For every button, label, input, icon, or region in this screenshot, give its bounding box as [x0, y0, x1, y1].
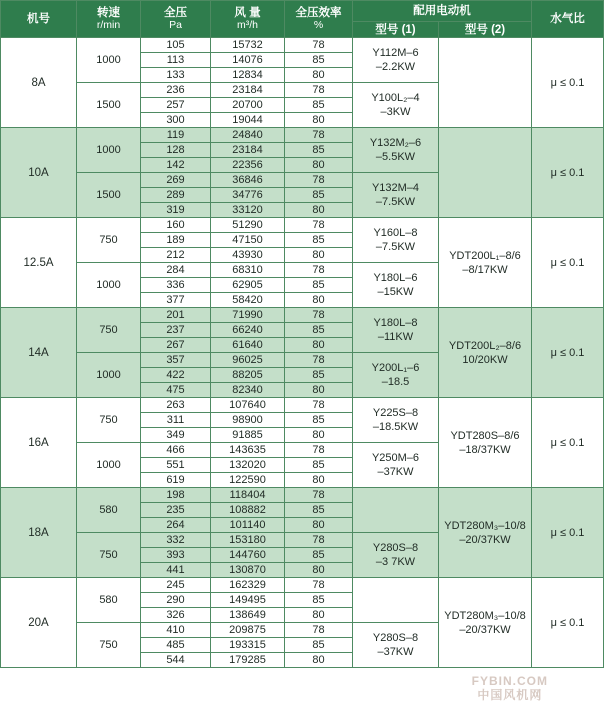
flow-cell: 47150 [211, 233, 285, 248]
pressure-cell: 113 [141, 53, 211, 68]
efficiency-cell: 85 [285, 413, 353, 428]
efficiency-cell: 85 [285, 503, 353, 518]
flow-cell: 15732 [211, 38, 285, 53]
motor-2-cell [439, 488, 532, 578]
motor-1-line: Y280S–8 [372, 632, 419, 644]
water-ratio-cell: μ ≤ 0.1 [532, 308, 604, 398]
pressure-cell: 290 [141, 593, 211, 608]
motor-2-line: –8/17KW [462, 263, 508, 276]
efficiency-cell: 85 [285, 98, 353, 113]
pressure-cell: 393 [141, 548, 211, 563]
flow-cell: 107640 [211, 398, 285, 413]
flow-cell: 12834 [211, 68, 285, 83]
pressure-cell: 311 [141, 413, 211, 428]
efficiency-cell: 78 [285, 533, 353, 548]
motor-1-line: –37KW [377, 646, 414, 658]
watermark-line-2: 中国风机网 [477, 688, 543, 702]
motor-1-line: Y132M–4 [371, 182, 420, 194]
pressure-cell: 142 [141, 158, 211, 173]
pressure-cell: 267 [141, 338, 211, 353]
motor-1-cell [353, 263, 439, 308]
motor-1-line: –7.5KW [375, 196, 416, 208]
motor-2-line: YDT200L₂–8/6 [448, 339, 522, 352]
efficiency-cell: 80 [285, 563, 353, 578]
efficiency-cell: 80 [285, 113, 353, 128]
fan-model-cell: 8A [1, 38, 77, 128]
flow-cell: 153180 [211, 533, 285, 548]
water-ratio-cell: μ ≤ 0.1 [532, 398, 604, 488]
motor-2-cell [439, 38, 532, 128]
pressure-cell: 475 [141, 383, 211, 398]
motor-1-cell [353, 578, 439, 623]
motor-1-line: Y250M–6 [371, 452, 420, 464]
pressure-cell: 336 [141, 278, 211, 293]
efficiency-cell: 85 [285, 548, 353, 563]
efficiency-cell: 85 [285, 233, 353, 248]
header-motor: 配用电动机 [353, 1, 532, 22]
table-row [1, 398, 604, 413]
flow-cell: 19044 [211, 113, 285, 128]
pressure-cell: 198 [141, 488, 211, 503]
efficiency-cell: 78 [285, 488, 353, 503]
speed-cell: 1000 [77, 38, 141, 83]
flow-cell: 68310 [211, 263, 285, 278]
pressure-cell: 551 [141, 458, 211, 473]
flow-cell: 43930 [211, 248, 285, 263]
flow-cell: 130870 [211, 563, 285, 578]
motor-1-line: Y180L–8 [373, 317, 418, 329]
speed-cell: 750 [77, 218, 141, 263]
header-motor-2: 型号 (2) [439, 22, 532, 38]
flow-cell: 118404 [211, 488, 285, 503]
watermark [472, 674, 548, 702]
pressure-cell: 245 [141, 578, 211, 593]
efficiency-cell: 80 [285, 68, 353, 83]
efficiency-cell: 80 [285, 203, 353, 218]
header-efficiency: 全压效率 % [285, 1, 353, 38]
motor-1-cell [353, 398, 439, 443]
motor-1-cell [353, 128, 439, 173]
flow-cell: 61640 [211, 338, 285, 353]
pressure-cell: 349 [141, 428, 211, 443]
fan-model-cell: 16A [1, 398, 77, 488]
efficiency-cell: 78 [285, 38, 353, 53]
motor-2-line: –20/37KW [459, 623, 511, 636]
pressure-cell: 189 [141, 233, 211, 248]
speed-cell: 580 [77, 578, 141, 623]
pressure-cell: 377 [141, 293, 211, 308]
flow-cell: 138649 [211, 608, 285, 623]
flow-cell: 143635 [211, 443, 285, 458]
motor-2-line: 10/20KW [462, 353, 508, 366]
pressure-cell: 160 [141, 218, 211, 233]
flow-cell: 62905 [211, 278, 285, 293]
header-water-ratio: 水气比 [532, 1, 604, 38]
efficiency-cell: 85 [285, 188, 353, 203]
efficiency-cell: 80 [285, 383, 353, 398]
header-speed: 转速 r/min [77, 1, 141, 38]
motor-1-line: Y280S–8 [372, 542, 419, 554]
efficiency-cell: 78 [285, 623, 353, 638]
motor-1-line: Y132M₂–6 [369, 137, 422, 149]
fan-model-cell: 10A [1, 128, 77, 218]
efficiency-cell: 80 [285, 428, 353, 443]
speed-cell: 1500 [77, 173, 141, 218]
fan-model-cell: 12.5A [1, 218, 77, 308]
pressure-cell: 319 [141, 203, 211, 218]
efficiency-cell: 85 [285, 593, 353, 608]
motor-1-line: –15KW [377, 286, 414, 298]
motor-2-cell [439, 128, 532, 218]
pressure-cell: 410 [141, 623, 211, 638]
table-row [1, 38, 604, 53]
flow-cell: 23184 [211, 83, 285, 98]
flow-cell: 91885 [211, 428, 285, 443]
motor-1-cell [353, 443, 439, 488]
flow-cell: 179285 [211, 653, 285, 668]
pressure-cell: 263 [141, 398, 211, 413]
motor-1-line: –2.2KW [375, 61, 416, 73]
pressure-cell: 269 [141, 173, 211, 188]
header-model: 机号 [1, 1, 77, 38]
motor-2-cell [439, 578, 532, 668]
efficiency-cell: 78 [285, 263, 353, 278]
flow-cell: 98900 [211, 413, 285, 428]
pressure-cell: 133 [141, 68, 211, 83]
motor-1-line: Y112M–6 [372, 47, 419, 59]
flow-cell: 58420 [211, 293, 285, 308]
speed-cell: 580 [77, 488, 141, 533]
motor-2-line: YDT280S–8/6 [450, 429, 520, 442]
pressure-cell: 119 [141, 128, 211, 143]
flow-cell: 162329 [211, 578, 285, 593]
efficiency-cell: 85 [285, 323, 353, 338]
pressure-cell: 128 [141, 143, 211, 158]
efficiency-cell: 78 [285, 398, 353, 413]
efficiency-cell: 78 [285, 218, 353, 233]
motor-2-cell [439, 398, 532, 488]
flow-cell: 101140 [211, 518, 285, 533]
efficiency-cell: 78 [285, 173, 353, 188]
efficiency-cell: 78 [285, 353, 353, 368]
speed-cell: 750 [77, 533, 141, 578]
pressure-cell: 201 [141, 308, 211, 323]
flow-cell: 24840 [211, 128, 285, 143]
flow-cell: 96025 [211, 353, 285, 368]
flow-cell: 132020 [211, 458, 285, 473]
speed-cell: 1000 [77, 353, 141, 398]
efficiency-cell: 85 [285, 458, 353, 473]
motor-1-cell [353, 38, 439, 83]
flow-cell: 144760 [211, 548, 285, 563]
header-motor-1: 型号 (1) [353, 22, 439, 38]
motor-1-cell [353, 83, 439, 128]
motor-1-line: Y200L₁–6 [371, 362, 420, 374]
water-ratio-cell: μ ≤ 0.1 [532, 38, 604, 128]
motor-1-cell [353, 623, 439, 668]
efficiency-cell: 80 [285, 248, 353, 263]
pressure-cell: 236 [141, 83, 211, 98]
motor-2-cell [439, 218, 532, 308]
pressure-cell: 284 [141, 263, 211, 278]
pressure-cell: 332 [141, 533, 211, 548]
speed-cell: 1000 [77, 128, 141, 173]
speed-cell: 750 [77, 308, 141, 353]
pressure-cell: 422 [141, 368, 211, 383]
pressure-cell: 289 [141, 188, 211, 203]
flow-cell: 66240 [211, 323, 285, 338]
flow-cell: 36846 [211, 173, 285, 188]
flow-cell: 193315 [211, 638, 285, 653]
motor-2-line: –20/37KW [459, 533, 511, 546]
pressure-cell: 237 [141, 323, 211, 338]
speed-cell: 750 [77, 398, 141, 443]
motor-1-line: –37KW [377, 466, 414, 478]
efficiency-cell: 85 [285, 368, 353, 383]
motor-1-line: –5.5KW [375, 151, 416, 163]
pressure-cell: 257 [141, 98, 211, 113]
efficiency-cell: 85 [285, 53, 353, 68]
water-ratio-cell: μ ≤ 0.1 [532, 218, 604, 308]
pressure-cell: 264 [141, 518, 211, 533]
motor-1-line: –18.5 [381, 376, 410, 388]
fan-model-cell: 20A [1, 578, 77, 668]
flow-cell: 23184 [211, 143, 285, 158]
header-flow: 风 量 m³/h [211, 1, 285, 38]
pressure-cell: 544 [141, 653, 211, 668]
table-header [1, 1, 604, 38]
motor-1-line: –7.5KW [375, 241, 416, 253]
efficiency-cell: 78 [285, 83, 353, 98]
efficiency-cell: 78 [285, 443, 353, 458]
motor-1-line: –11KW [377, 331, 414, 343]
efficiency-cell: 85 [285, 638, 353, 653]
pressure-cell: 105 [141, 38, 211, 53]
table-row [1, 308, 604, 323]
efficiency-cell: 80 [285, 608, 353, 623]
motor-1-cell [353, 308, 439, 353]
pressure-cell: 619 [141, 473, 211, 488]
efficiency-cell: 85 [285, 278, 353, 293]
header-pressure: 全压 Pa [141, 1, 211, 38]
pressure-cell: 485 [141, 638, 211, 653]
motor-1-cell [353, 533, 439, 578]
water-ratio-cell: μ ≤ 0.1 [532, 578, 604, 668]
flow-cell: 108882 [211, 503, 285, 518]
efficiency-cell: 78 [285, 308, 353, 323]
flow-cell: 209875 [211, 623, 285, 638]
pressure-cell: 357 [141, 353, 211, 368]
motor-1-line: –3 7KW [375, 556, 416, 568]
water-ratio-cell: μ ≤ 0.1 [532, 488, 604, 578]
table-body [1, 38, 604, 668]
water-ratio-cell: μ ≤ 0.1 [532, 128, 604, 218]
speed-cell: 1500 [77, 83, 141, 128]
efficiency-cell: 78 [285, 578, 353, 593]
pressure-cell: 235 [141, 503, 211, 518]
flow-cell: 33120 [211, 203, 285, 218]
fan-model-cell: 14A [1, 308, 77, 398]
pressure-cell: 300 [141, 113, 211, 128]
speed-cell: 1000 [77, 443, 141, 488]
motor-2-line: –18/37KW [459, 443, 511, 456]
flow-cell: 34776 [211, 188, 285, 203]
flow-cell: 149495 [211, 593, 285, 608]
pressure-cell: 326 [141, 608, 211, 623]
motor-2-line: YDT200L₁–8/6 [449, 249, 521, 262]
pressure-cell: 441 [141, 563, 211, 578]
motor-1-line: –3KW [380, 106, 411, 118]
efficiency-cell: 80 [285, 473, 353, 488]
motor-1-line: –18.5KW [372, 421, 419, 433]
motor-2-cell [439, 308, 532, 398]
efficiency-cell: 80 [285, 293, 353, 308]
pressure-cell: 212 [141, 248, 211, 263]
table-row [1, 218, 604, 233]
pressure-cell: 466 [141, 443, 211, 458]
flow-cell: 71990 [211, 308, 285, 323]
flow-cell: 14076 [211, 53, 285, 68]
motor-1-line: Y160L–8 [373, 227, 418, 239]
motor-2-line: YDT280M₃–10/8 [444, 519, 526, 532]
flow-cell: 82340 [211, 383, 285, 398]
motor-1-line: Y225S–8 [372, 407, 419, 419]
efficiency-cell: 80 [285, 158, 353, 173]
flow-cell: 88205 [211, 368, 285, 383]
table-row [1, 578, 604, 593]
motor-2-line: YDT280M₃–10/8 [444, 609, 526, 622]
motor-1-cell [353, 353, 439, 398]
table-row [1, 488, 604, 503]
motor-1-cell [353, 488, 439, 533]
efficiency-cell: 78 [285, 128, 353, 143]
flow-cell: 22356 [211, 158, 285, 173]
speed-cell: 750 [77, 623, 141, 668]
motor-1-line: Y100L₂–4 [371, 92, 420, 104]
fan-model-cell: 18A [1, 488, 77, 578]
table-row [1, 128, 604, 143]
flow-cell: 51290 [211, 218, 285, 233]
flow-cell: 20700 [211, 98, 285, 113]
efficiency-cell: 80 [285, 653, 353, 668]
speed-cell: 1000 [77, 263, 141, 308]
efficiency-cell: 85 [285, 143, 353, 158]
efficiency-cell: 80 [285, 518, 353, 533]
efficiency-cell: 80 [285, 338, 353, 353]
motor-1-cell [353, 173, 439, 218]
motor-1-line: Y180L–6 [373, 272, 418, 284]
flow-cell: 122590 [211, 473, 285, 488]
motor-1-cell [353, 218, 439, 263]
watermark-line-1: FYBIN.COM [471, 674, 548, 688]
